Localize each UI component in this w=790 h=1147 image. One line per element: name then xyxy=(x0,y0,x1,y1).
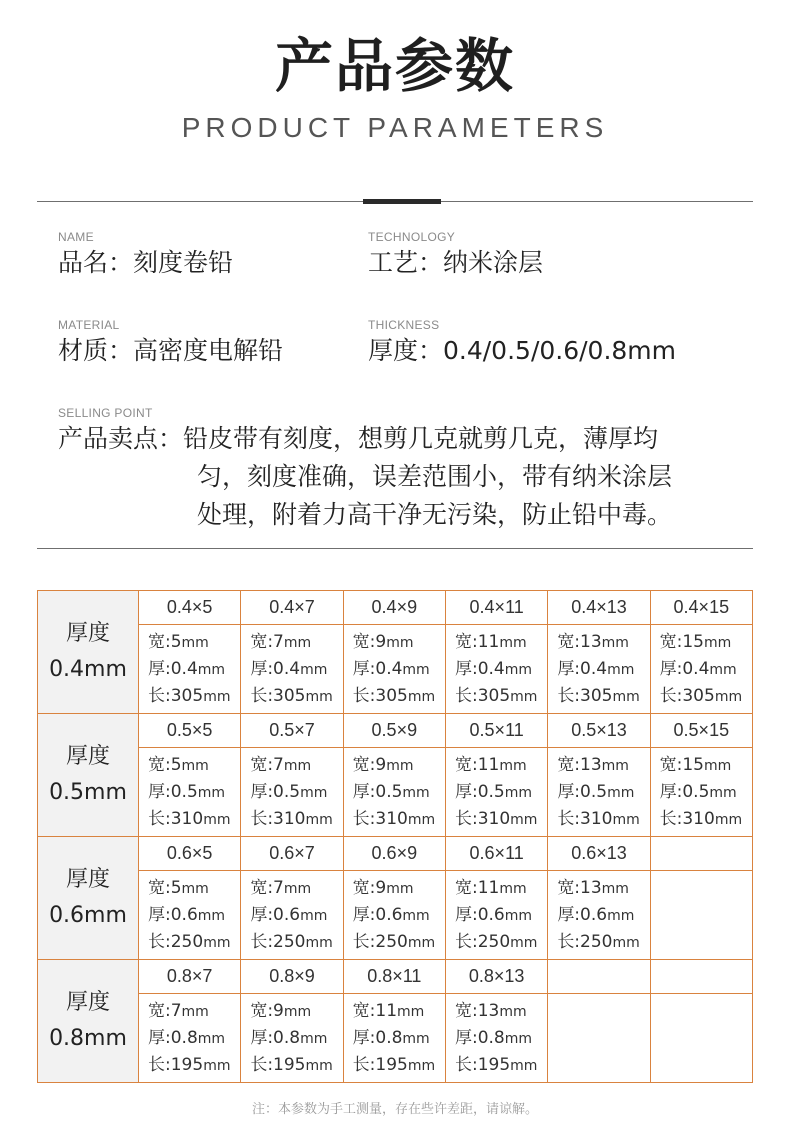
length-unit: mm xyxy=(407,1057,436,1074)
length-line xyxy=(250,929,342,956)
thickness-value: 厚:0.6 xyxy=(352,904,403,925)
detail-row xyxy=(38,994,753,1083)
length-unit: mm xyxy=(510,688,538,705)
detail-cell xyxy=(650,748,752,837)
group-title: 厚度 xyxy=(65,867,110,892)
width-line xyxy=(353,629,445,656)
size-cell xyxy=(650,960,752,994)
thickness-value: 厚:0.5 xyxy=(659,781,710,802)
thickness-value: 厚:0.8 xyxy=(250,1027,301,1048)
length-value: 长:310 xyxy=(250,808,306,829)
page-title: 产品参数 xyxy=(274,32,515,100)
width-unit: mm xyxy=(283,757,312,774)
field-thickness-label: THICKNESS xyxy=(368,318,440,332)
width-value: 宽:13 xyxy=(454,1000,500,1021)
width-line xyxy=(455,629,547,656)
width-line xyxy=(455,998,547,1025)
length-value: 长:310 xyxy=(659,808,715,829)
length-line xyxy=(557,683,649,710)
field-thickness-value: 厚度：0.4/0.5/0.6/0.8mm xyxy=(368,336,677,365)
size-row xyxy=(38,591,753,625)
thickness-value: 厚:0.5 xyxy=(148,781,198,802)
detail-cell xyxy=(241,748,343,837)
width-unit: mm xyxy=(601,757,629,774)
thickness-unit: mm xyxy=(197,907,226,924)
thickness-line xyxy=(353,902,445,929)
thickness-value: 厚:0.5 xyxy=(250,781,301,802)
thickness-unit: mm xyxy=(300,1030,328,1047)
width-line xyxy=(557,752,649,779)
length-line xyxy=(455,929,547,956)
thickness-line xyxy=(250,779,342,806)
thickness-unit: mm xyxy=(197,661,226,678)
detail-cell xyxy=(650,625,752,714)
group-thickness: 0.8mm xyxy=(49,1026,127,1051)
thickness-unit: mm xyxy=(402,907,430,924)
detail-cell xyxy=(445,994,547,1083)
field-technology xyxy=(368,230,543,280)
thickness-unit: mm xyxy=(300,784,328,801)
width-line xyxy=(250,752,342,779)
selling-point-line-3: 处理，附着力高干净无污染，防止铅中毒。 xyxy=(197,500,673,529)
thickness-line xyxy=(353,1025,445,1052)
width-unit: mm xyxy=(283,1003,312,1020)
length-line xyxy=(148,683,240,710)
length-unit: mm xyxy=(305,688,333,705)
detail-row xyxy=(38,871,753,960)
length-line xyxy=(148,929,240,956)
thickness-unit: mm xyxy=(197,784,226,801)
width-unit: mm xyxy=(386,880,414,897)
length-value: 长:195 xyxy=(250,1054,306,1075)
length-unit: mm xyxy=(407,688,436,705)
size-cell: 0.5×13 xyxy=(548,714,650,748)
thickness-unit: mm xyxy=(504,661,533,678)
field-name-label: NAME xyxy=(58,230,94,244)
thickness-value: 厚:0.4 xyxy=(454,658,505,679)
width-line xyxy=(148,875,240,902)
thickness-line xyxy=(557,779,649,806)
length-line xyxy=(353,929,445,956)
width-value: 宽:7 xyxy=(148,1000,182,1021)
detail-cell xyxy=(241,625,343,714)
length-unit: mm xyxy=(203,688,231,705)
thickness-unit: mm xyxy=(402,661,430,678)
size-cell: 0.6×11 xyxy=(445,837,547,871)
thickness-line xyxy=(148,1025,240,1052)
detail-cell xyxy=(548,871,650,960)
width-unit: mm xyxy=(601,880,629,897)
thickness-unit: mm xyxy=(607,661,635,678)
field-material xyxy=(58,318,283,368)
detail-cell xyxy=(445,871,547,960)
detail-cell xyxy=(241,871,343,960)
field-selling-point xyxy=(58,406,153,420)
length-line xyxy=(353,683,445,710)
width-line xyxy=(557,629,649,656)
selling-point-line-1: 产品卖点：铅皮带有刻度，想剪几克就剪几克，薄厚均 xyxy=(58,424,659,453)
thickness-value: 厚:0.8 xyxy=(352,1027,403,1048)
width-unit: mm xyxy=(181,1003,209,1020)
thickness-line xyxy=(455,656,547,683)
thickness-value: 厚:0.6 xyxy=(250,904,301,925)
length-value: 长:310 xyxy=(352,808,408,829)
length-line xyxy=(557,929,649,956)
thickness-group-cell xyxy=(38,591,139,714)
length-unit: mm xyxy=(714,688,743,705)
size-cell: 0.6×13 xyxy=(548,837,650,871)
width-unit: mm xyxy=(181,880,209,897)
size-cell: 0.8×11 xyxy=(343,960,445,994)
size-cell: 0.4×5 xyxy=(139,591,241,625)
length-unit: mm xyxy=(305,811,333,828)
length-line xyxy=(250,683,342,710)
width-value: 宽:9 xyxy=(250,1000,284,1021)
width-value: 宽:11 xyxy=(454,754,500,775)
width-value: 宽:5 xyxy=(148,877,182,898)
detail-cell xyxy=(139,994,241,1083)
thickness-unit: mm xyxy=(402,1030,430,1047)
group-thickness: 0.4mm xyxy=(49,657,127,682)
size-cell: 0.6×7 xyxy=(241,837,343,871)
thickness-unit: mm xyxy=(197,1030,226,1047)
width-line xyxy=(660,752,752,779)
thickness-group-cell xyxy=(38,837,139,960)
length-value: 长:195 xyxy=(454,1054,511,1075)
thickness-value: 厚:0.5 xyxy=(557,781,608,802)
width-value: 宽:9 xyxy=(352,631,387,652)
detail-cell xyxy=(241,994,343,1083)
length-unit: mm xyxy=(203,811,231,828)
thickness-line xyxy=(250,656,342,683)
size-cell: 0.5×5 xyxy=(139,714,241,748)
length-value: 长:195 xyxy=(148,1054,204,1075)
length-line xyxy=(250,1052,342,1079)
size-row xyxy=(38,960,753,994)
thickness-line xyxy=(148,779,240,806)
group-thickness: 0.6mm xyxy=(49,903,127,928)
length-unit: mm xyxy=(510,811,538,828)
thickness-line xyxy=(250,902,342,929)
detail-cell xyxy=(343,871,445,960)
size-cell: 0.8×9 xyxy=(241,960,343,994)
field-name xyxy=(58,230,233,280)
thickness-value: 厚:0.8 xyxy=(454,1027,505,1048)
length-value: 长:250 xyxy=(148,931,204,952)
width-line xyxy=(455,752,547,779)
size-cell: 0.5×15 xyxy=(650,714,752,748)
field-technology-value: 工艺：纳米涂层 xyxy=(368,248,544,277)
thickness-line xyxy=(455,1025,547,1052)
thickness-unit: mm xyxy=(504,784,533,801)
thickness-unit: mm xyxy=(709,784,737,801)
thickness-value: 厚:0.4 xyxy=(352,658,403,679)
length-value: 长:250 xyxy=(352,931,408,952)
width-unit: mm xyxy=(499,634,527,651)
field-technology-label: TECHNOLOGY xyxy=(368,230,456,244)
width-value: 宽:11 xyxy=(352,1000,398,1021)
size-row xyxy=(38,714,753,748)
length-unit: mm xyxy=(305,1057,333,1074)
thickness-line xyxy=(660,656,752,683)
detail-cell xyxy=(650,994,752,1083)
length-line xyxy=(557,806,649,833)
thickness-unit: mm xyxy=(504,907,533,924)
width-unit: mm xyxy=(499,757,527,774)
width-line xyxy=(148,752,240,779)
length-unit: mm xyxy=(305,934,333,951)
length-value: 长:310 xyxy=(557,808,613,829)
length-value: 长:305 xyxy=(557,685,613,706)
width-value: 宽:5 xyxy=(148,754,182,775)
detail-cell xyxy=(139,748,241,837)
width-value: 宽:11 xyxy=(454,631,500,652)
width-value: 宽:9 xyxy=(352,877,387,898)
width-unit: mm xyxy=(386,634,414,651)
length-value: 长:310 xyxy=(148,808,204,829)
size-cell: 0.4×13 xyxy=(548,591,650,625)
length-unit: mm xyxy=(510,934,538,951)
length-value: 长:305 xyxy=(148,685,204,706)
size-cell: 0.5×7 xyxy=(241,714,343,748)
length-line xyxy=(353,1052,445,1079)
length-line xyxy=(660,806,752,833)
group-title: 厚度 xyxy=(65,744,110,769)
width-line xyxy=(148,629,240,656)
width-unit: mm xyxy=(704,634,732,651)
size-cell: 0.8×13 xyxy=(445,960,547,994)
width-line xyxy=(660,629,752,656)
detail-cell xyxy=(343,748,445,837)
thickness-group-cell xyxy=(38,960,139,1083)
thickness-unit: mm xyxy=(504,1030,533,1047)
length-value: 长:310 xyxy=(454,808,511,829)
length-unit: mm xyxy=(203,1057,231,1074)
detail-cell xyxy=(548,994,650,1083)
width-line xyxy=(353,998,445,1025)
width-value: 宽:7 xyxy=(250,631,284,652)
divider-accent xyxy=(363,199,441,204)
size-cell xyxy=(548,960,650,994)
width-value: 宽:7 xyxy=(250,877,284,898)
length-unit: mm xyxy=(714,811,743,828)
length-value: 长:305 xyxy=(250,685,306,706)
length-unit: mm xyxy=(612,688,640,705)
width-unit: mm xyxy=(397,1003,425,1020)
length-unit: mm xyxy=(203,934,231,951)
detail-row xyxy=(38,748,753,837)
length-line xyxy=(455,1052,547,1079)
length-value: 长:305 xyxy=(659,685,715,706)
thickness-value: 厚:0.5 xyxy=(352,781,403,802)
width-value: 宽:9 xyxy=(352,754,387,775)
width-value: 宽:13 xyxy=(557,631,602,652)
thickness-value: 厚:0.4 xyxy=(148,658,198,679)
thickness-value: 厚:0.4 xyxy=(659,658,710,679)
width-unit: mm xyxy=(283,634,312,651)
group-thickness: 0.5mm xyxy=(49,780,127,805)
width-unit: mm xyxy=(704,757,732,774)
length-value: 长:250 xyxy=(557,931,613,952)
width-line xyxy=(250,998,342,1025)
group-title: 厚度 xyxy=(65,621,110,646)
spec-table xyxy=(37,590,753,1083)
detail-row xyxy=(38,625,753,714)
detail-cell xyxy=(139,625,241,714)
length-unit: mm xyxy=(612,934,640,951)
thickness-line xyxy=(557,902,649,929)
detail-cell xyxy=(139,871,241,960)
length-line xyxy=(660,683,752,710)
size-cell: 0.4×15 xyxy=(650,591,752,625)
thickness-line xyxy=(353,656,445,683)
field-material-label: MATERIAL xyxy=(58,318,120,332)
thickness-value: 厚:0.6 xyxy=(454,904,505,925)
width-unit: mm xyxy=(601,634,629,651)
field-selling-point-label: SELLING POINT xyxy=(58,406,153,420)
thickness-line xyxy=(148,902,240,929)
thickness-line xyxy=(660,779,752,806)
field-thickness xyxy=(368,318,676,368)
thickness-value: 厚:0.4 xyxy=(557,658,608,679)
length-unit: mm xyxy=(612,811,640,828)
group-title: 厚度 xyxy=(65,990,110,1015)
width-line xyxy=(557,875,649,902)
length-line xyxy=(455,683,547,710)
width-unit: mm xyxy=(499,880,527,897)
size-cell: 0.5×11 xyxy=(445,714,547,748)
thickness-value: 厚:0.8 xyxy=(148,1027,198,1048)
size-row xyxy=(38,837,753,871)
width-value: 宽:13 xyxy=(557,877,602,898)
detail-cell xyxy=(343,625,445,714)
size-cell: 0.4×7 xyxy=(241,591,343,625)
selling-point-line-2: 匀，刻度准确，误差范围小，带有纳米涂层 xyxy=(197,462,673,491)
width-line xyxy=(250,875,342,902)
length-line xyxy=(148,1052,240,1079)
detail-cell xyxy=(548,625,650,714)
detail-cell xyxy=(650,871,752,960)
thickness-value: 厚:0.4 xyxy=(250,658,301,679)
size-cell xyxy=(650,837,752,871)
width-line xyxy=(148,998,240,1025)
thickness-group-cell xyxy=(38,714,139,837)
detail-cell xyxy=(445,625,547,714)
length-line xyxy=(353,806,445,833)
size-cell: 0.6×9 xyxy=(343,837,445,871)
thickness-unit: mm xyxy=(607,907,635,924)
length-unit: mm xyxy=(407,811,436,828)
thickness-unit: mm xyxy=(607,784,635,801)
thickness-line xyxy=(148,656,240,683)
field-name-value: 品名：刻度卷铅 xyxy=(58,248,234,277)
size-cell: 0.4×9 xyxy=(343,591,445,625)
detail-cell xyxy=(343,994,445,1083)
thickness-unit: mm xyxy=(300,661,328,678)
width-line xyxy=(250,629,342,656)
length-unit: mm xyxy=(510,1057,538,1074)
length-value: 长:305 xyxy=(352,685,408,706)
width-value: 宽:5 xyxy=(148,631,182,652)
size-cell: 0.5×9 xyxy=(343,714,445,748)
width-unit: mm xyxy=(283,880,312,897)
length-value: 长:250 xyxy=(454,931,511,952)
divider-bottom xyxy=(37,548,753,549)
width-unit: mm xyxy=(386,757,414,774)
thickness-value: 厚:0.6 xyxy=(557,904,608,925)
width-value: 宽:11 xyxy=(454,877,500,898)
thickness-line xyxy=(455,779,547,806)
thickness-value: 厚:0.6 xyxy=(148,904,198,925)
width-value: 宽:7 xyxy=(250,754,284,775)
length-unit: mm xyxy=(407,934,436,951)
page-subtitle: PRODUCT PARAMETERS xyxy=(181,112,609,143)
thickness-unit: mm xyxy=(709,661,737,678)
length-line xyxy=(148,806,240,833)
length-value: 长:305 xyxy=(454,685,511,706)
length-line xyxy=(455,806,547,833)
length-value: 长:195 xyxy=(352,1054,408,1075)
width-unit: mm xyxy=(181,634,209,651)
width-unit: mm xyxy=(181,757,209,774)
width-line xyxy=(353,752,445,779)
thickness-line xyxy=(557,656,649,683)
thickness-unit: mm xyxy=(402,784,430,801)
detail-cell xyxy=(548,748,650,837)
width-line xyxy=(353,875,445,902)
width-value: 宽:13 xyxy=(557,754,602,775)
length-line xyxy=(250,806,342,833)
field-material-value: 材质：高密度电解铅 xyxy=(58,336,284,365)
width-line xyxy=(455,875,547,902)
length-value: 长:250 xyxy=(250,931,306,952)
footnote: 注：本参数为手工测量，存在些许差距，请谅解。 xyxy=(251,1102,538,1117)
size-cell: 0.8×7 xyxy=(139,960,241,994)
size-cell: 0.4×11 xyxy=(445,591,547,625)
thickness-value: 厚:0.5 xyxy=(454,781,505,802)
thickness-line xyxy=(353,779,445,806)
detail-cell xyxy=(445,748,547,837)
size-cell: 0.6×5 xyxy=(139,837,241,871)
thickness-line xyxy=(455,902,547,929)
width-value: 宽:15 xyxy=(659,754,704,775)
width-value: 宽:15 xyxy=(659,631,704,652)
thickness-line xyxy=(250,1025,342,1052)
thickness-unit: mm xyxy=(300,907,328,924)
width-unit: mm xyxy=(499,1003,527,1020)
